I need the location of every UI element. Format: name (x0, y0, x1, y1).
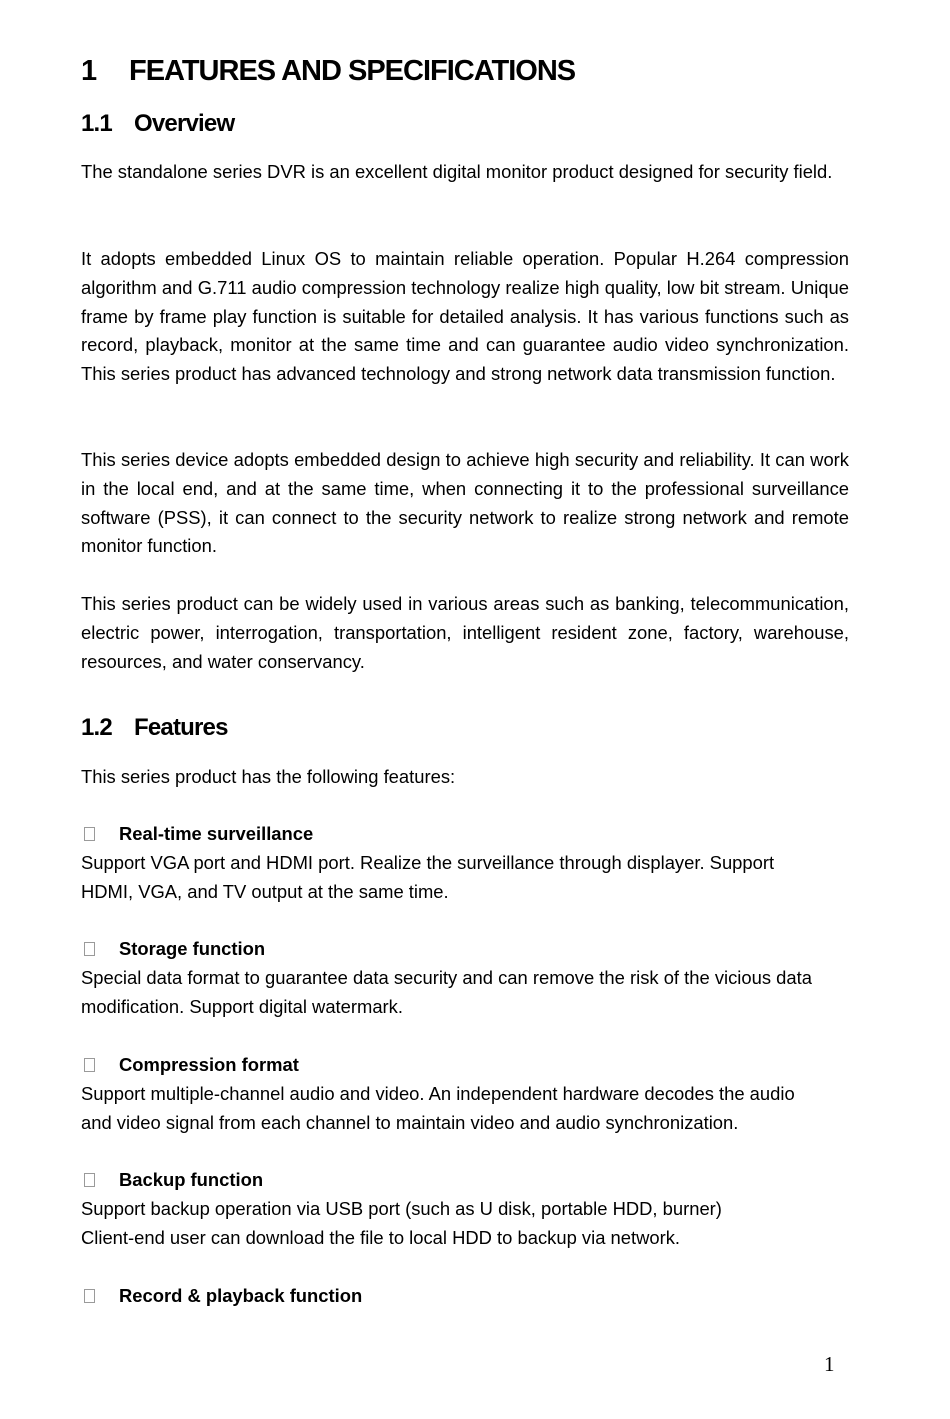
bullet-box-icon (84, 1289, 95, 1303)
features-intro: This series product has the following features: (81, 766, 456, 787)
feature-title: Compression format (119, 1054, 299, 1075)
overview-number: 1.1 (81, 110, 112, 137)
bullet-box-icon (84, 1058, 95, 1072)
chapter-number: 1 (81, 55, 97, 87)
features-heading (81, 714, 228, 742)
feature-line: Special data format to guarantee data security and can remove the risk of the vicious data (81, 967, 812, 988)
chapter-heading (81, 55, 575, 88)
feature-line: Support backup operation via USB port (such as U disk, portable HDD, burner) (81, 1198, 722, 1219)
overview-paragraph-3: This series device adopts embedded design to achieve high security and reliability. It can work in the local end, and at the same time, when connecting it to the professional surveillance software (PSS), it can connect to the security network to realize strong network and remote monitor function. (81, 449, 849, 557)
overview-title: Overview (134, 110, 235, 137)
feature-item-backup (81, 1166, 263, 1195)
overview-paragraph-1: The standalone series DVR is an excellent digital monitor product designed for security field. (81, 161, 833, 182)
overview-heading (81, 110, 234, 138)
overview-paragraph-4: This series product can be widely used in various areas such as banking, telecommunication, electric power, interrogation, transportation, intelligent resident zone, factory, warehouse, resources, and water conservancy. (81, 593, 849, 672)
feature-item-compression (81, 1051, 299, 1080)
features-title: Features (134, 714, 228, 741)
feature-title: Record & playback function (119, 1285, 363, 1306)
overview-paragraph-2: It adopts embedded Linux OS to maintain reliable operation. Popular H.264 compression algorithm and G.711 audio compression technology realize high quality, low bit stream. Unique frame by frame play function is suitable for detailed analysis. It has various functions such as record, playback, monitor at the same time and can guarantee audio video synchronization. This series product has advanced technology and strong network data transmission function. (81, 248, 849, 385)
features-number: 1.2 (81, 714, 112, 741)
feature-item-realtime (81, 820, 313, 849)
page-number: 1 (824, 1352, 835, 1376)
bullet-box-icon (84, 942, 95, 956)
feature-item-storage (81, 935, 265, 964)
bullet-box-icon (84, 827, 95, 841)
feature-line: Support VGA port and HDMI port. Realize the surveillance through displayer. Support (81, 852, 775, 873)
feature-line: HDMI, VGA, and TV output at the same time. (81, 881, 449, 902)
feature-title: Real-time surveillance (119, 823, 314, 844)
feature-line: Support multiple-channel audio and video. An independent hardware decodes the audio (81, 1083, 795, 1104)
feature-title: Backup function (119, 1169, 264, 1190)
chapter-title: FEATURES AND SPECIFICATIONS (129, 55, 576, 87)
bullet-box-icon (84, 1173, 95, 1187)
feature-line: Client-end user can download the file to local HDD to backup via network. (81, 1227, 681, 1248)
feature-title: Storage function (119, 938, 266, 959)
feature-item-record-playback (81, 1282, 362, 1311)
feature-line: and video signal from each channel to maintain video and audio synchronization. (81, 1112, 739, 1133)
feature-line: modification. Support digital watermark. (81, 996, 403, 1017)
